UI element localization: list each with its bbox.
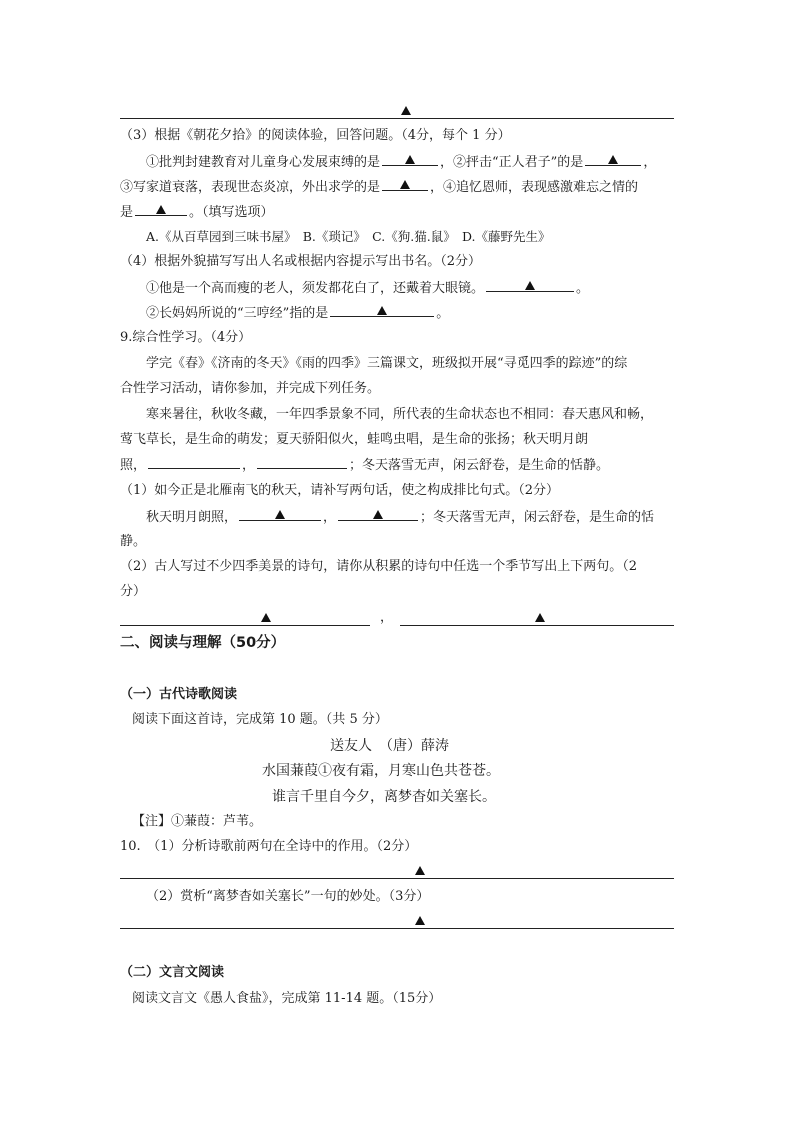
- triangle-marker-icon: [377, 306, 387, 315]
- question-text: ，②抨击“正人君子”的是: [440, 155, 584, 170]
- triangle-marker-icon: [405, 155, 415, 164]
- comma-separator: ，: [380, 610, 394, 625]
- answer-line[interactable]: [120, 928, 674, 929]
- answer-options: A.《从百草园到三味书屋》 B.《琐记》 C.《狗.猫.鼠》 D.《藤野先生》: [146, 229, 551, 244]
- question-title: 9.综合性学习。（4分）: [120, 330, 252, 345]
- question-prompt: （4）根据外貌描写写出人名或根据内容提示写出书名。（2分）: [120, 254, 482, 269]
- question-text: ③写家道衰落，表现世态炎凉，外出求学的是: [120, 180, 381, 195]
- answer-blank[interactable]: [239, 508, 321, 521]
- answer-line[interactable]: [120, 878, 674, 879]
- answer-blank[interactable]: [338, 508, 418, 521]
- subsection-title: （二）文言文阅读: [120, 965, 225, 980]
- paragraph-text: ；冬天落雪无声，闲云舒卷，是生命的恬静。: [349, 458, 610, 473]
- answer-line[interactable]: [120, 625, 370, 626]
- question-prompt: （1）如今正是北雁南飞的秋天，请补写两句话，使之构成排比句式。（2分）: [120, 483, 560, 498]
- instruction-text: 阅读文言文《愚人食盐》，完成第 11-14 题。（15分）: [132, 991, 442, 1006]
- triangle-marker-icon: [608, 155, 618, 164]
- question-line: [146, 153, 656, 172]
- triangle-marker-icon: [373, 510, 383, 519]
- paragraph-line: 静。: [120, 534, 147, 549]
- instruction-text: 阅读下面这首诗，完成第 10 题。（共 5 分）: [132, 712, 388, 727]
- answer-blank[interactable]: [382, 153, 438, 166]
- question-text: ①他是一个高而瘦的老人，须发都花白了，还戴着大眼镜。: [146, 281, 485, 296]
- paragraph-text: 照，: [120, 458, 147, 473]
- triangle-marker-icon: [400, 180, 410, 189]
- paragraph-text: ，: [242, 458, 256, 473]
- triangle-marker-icon: [401, 106, 411, 115]
- paragraph-line: [120, 456, 609, 475]
- question-line: [146, 304, 449, 323]
- paragraph-line: 莺飞草长，是生命的萌发；夏天骄阳似火，蛙鸣虫唱，是生命的张扬；秋天明月朗: [120, 432, 589, 447]
- poem-line: 谁言千里自今夕，离梦杳如关塞长。: [272, 789, 496, 805]
- question-text: ，: [323, 510, 337, 525]
- answer-line: [120, 118, 674, 119]
- paragraph-line: 合性学习活动，请你参加，并完成下列任务。: [120, 381, 381, 396]
- answer-blank[interactable]: [148, 456, 240, 469]
- section-title: 二、阅读与理解（50分）: [120, 635, 286, 651]
- answer-blank[interactable]: [585, 153, 641, 166]
- triangle-marker-icon: [525, 281, 535, 290]
- triangle-marker-icon: [415, 866, 425, 875]
- question-prompt: （3）根据《朝花夕拾》的阅读体验，回答问题。（4分，每个 1 分）: [120, 128, 511, 143]
- triangle-marker-icon: [535, 613, 545, 622]
- question-prompt: 分）: [120, 584, 147, 599]
- answer-blank[interactable]: [257, 456, 347, 469]
- question-prompt: （2）赏析“离梦杳如关塞长”一句的妙处。（3分）: [146, 889, 430, 904]
- answer-blank[interactable]: [330, 304, 434, 317]
- triangle-marker-icon: [415, 916, 425, 925]
- question-text: 。: [436, 306, 450, 321]
- answer-blank[interactable]: [135, 203, 187, 216]
- question-text: 。: [576, 281, 590, 296]
- question-text: ，④追忆恩师，表现感激难忘之情的: [430, 180, 639, 195]
- question-text: ①批判封建教育对儿童身心发展束缚的是: [146, 155, 381, 170]
- question-prompt: （2）古人写过不少四季美景的诗句，请你从积累的诗句中任选一个季节写出上下两句。（2: [120, 559, 638, 574]
- answer-line[interactable]: [400, 625, 674, 626]
- poem-line: 水国蒹葭①夜有霜，月寒山色共苍苍。: [262, 763, 500, 779]
- question-text: ，: [643, 155, 657, 170]
- question-line: [120, 203, 274, 222]
- question-line: [146, 508, 654, 527]
- triangle-marker-icon: [156, 205, 166, 214]
- question-text: 秋天明月朗照，: [146, 510, 238, 525]
- answer-blank[interactable]: [382, 178, 428, 191]
- question-prompt: 10. （1）分析诗歌前两句在全诗中的作用。（2分）: [120, 839, 418, 854]
- paragraph-line: 寒来暑往，秋收冬藏，一年四季景象不同，所代表的生命状态也不相同：春天惠风和畅，: [146, 407, 654, 422]
- triangle-marker-icon: [261, 613, 271, 622]
- question-text: 是: [120, 205, 134, 220]
- question-line: [120, 178, 638, 197]
- question-text: ；冬天落雪无声，闲云舒卷，是生命的恬: [420, 510, 655, 525]
- triangle-marker-icon: [275, 510, 285, 519]
- subsection-title: （一）古代诗歌阅读: [120, 687, 238, 702]
- paragraph-line: 学完《春》《济南的冬天》《雨的四季》三篇课文，班级拟开展“寻觅四季的踪迹”的综: [146, 356, 628, 371]
- question-line: [146, 279, 589, 298]
- footnote: 【注】①蒹葭：芦苇。: [132, 814, 263, 829]
- question-text: ②长妈妈所说的“三哼经”指的是: [146, 306, 329, 321]
- poem-title: 送友人 （唐）薛涛: [330, 738, 449, 754]
- question-text: 。（填写选项）: [189, 205, 274, 220]
- answer-blank[interactable]: [486, 279, 574, 292]
